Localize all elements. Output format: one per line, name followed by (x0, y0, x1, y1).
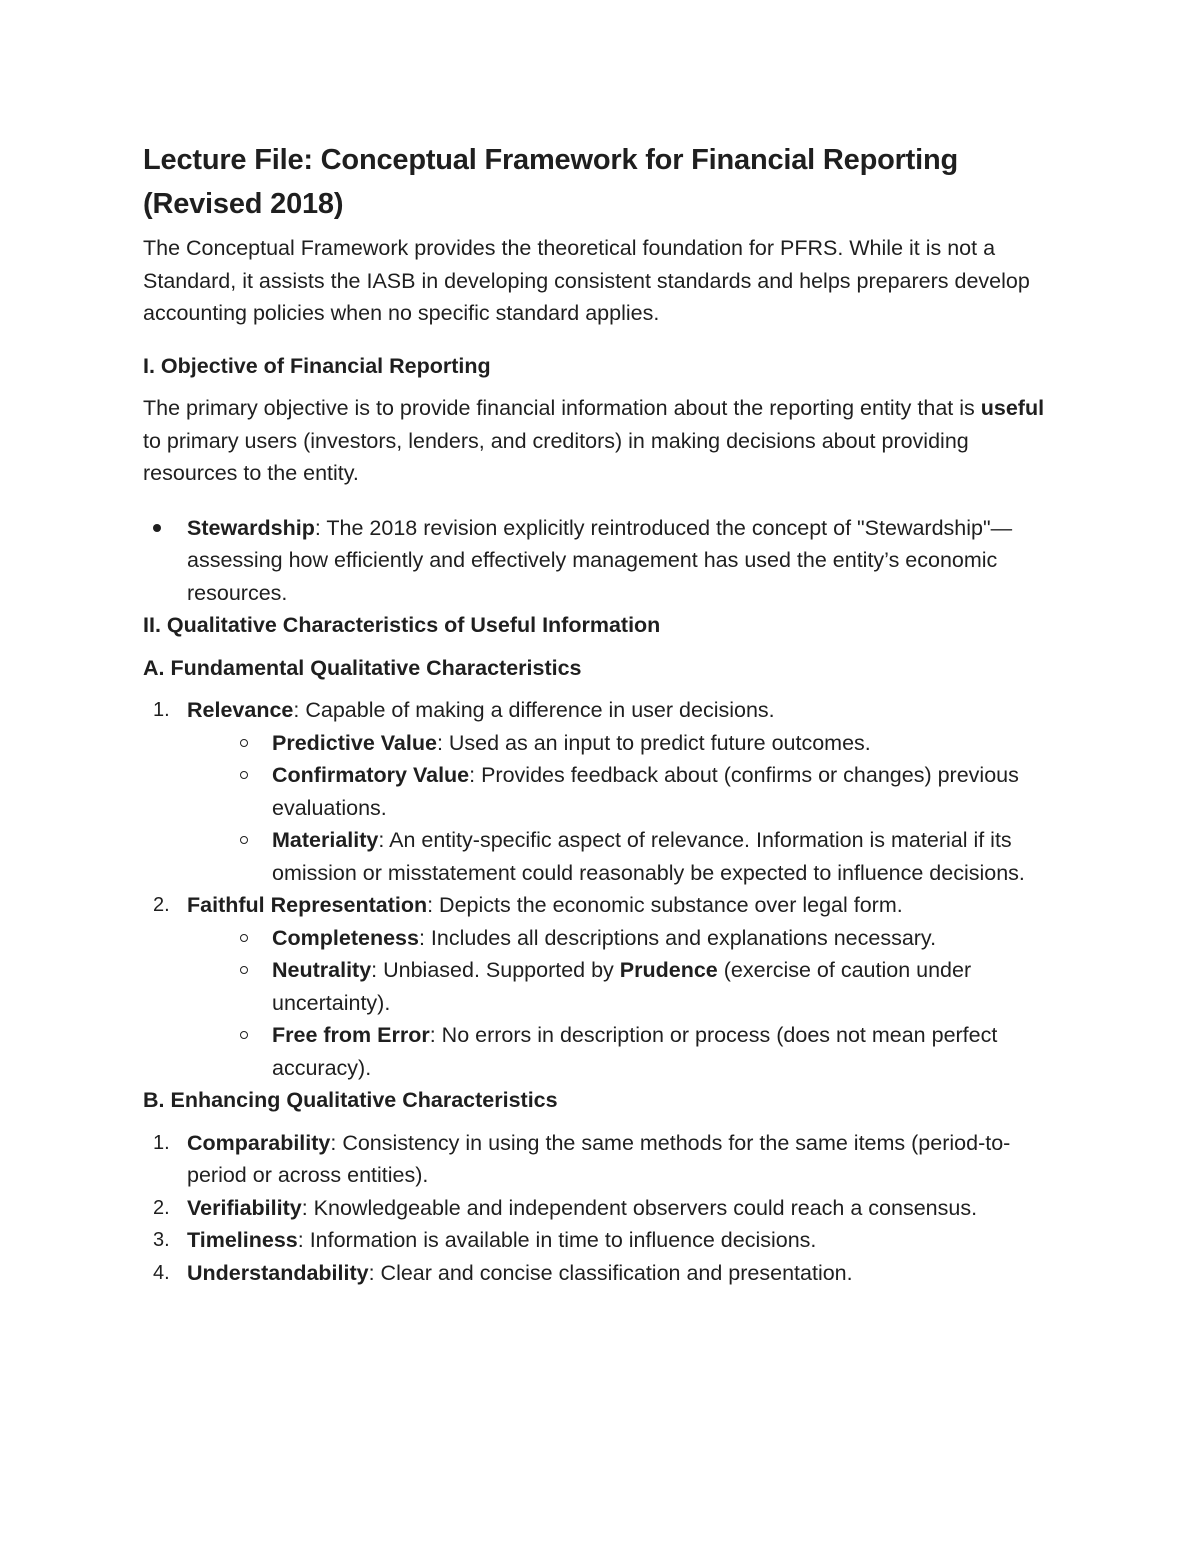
list-item: 4. Understandability: Clear and concise classification and presentation. (143, 1257, 1048, 1290)
section-heading-objective: I. Objective of Financial Reporting (143, 353, 491, 378)
section-heading-qualitative: II. Qualitative Characteristics of Useful Information (143, 613, 661, 637)
subsection-heading-fundamental: A. Fundamental Qualitative Characteristics (143, 655, 582, 680)
relevance-sublist (187, 727, 1048, 890)
list-item: 2. Faithful Representation: Depicts the economic substance over legal form. Completeness: Includes all descriptions and explanations necessary. Neutrality: Unbiased. Supported by Prudence (exercise of caution under uncertainty). Free from Error: No errors in description or process (does not mean perfect accuracy). (143, 889, 1048, 1084)
list-item: Materiality: An entity-specific aspect of relevance. Information is material if its omission or misstatement could reasonably be expected to influence decisions. (187, 824, 1048, 889)
objective-paragraph: The primary objective is to provide financial information about the reporting entity that is useful to primary users (investors, lenders, and creditors) in making decisions about providing resources to the entity. (143, 396, 1045, 485)
list-number: 1. (153, 699, 170, 721)
bullet-icon (153, 524, 161, 532)
circle-bullet-icon (240, 739, 248, 747)
enhancing-list (143, 1127, 1048, 1290)
list-number: 1. (153, 1131, 170, 1154)
list-item: 3. Timeliness: Information is available in time to influence decisions. (143, 1224, 1048, 1257)
subsection-heading-enhancing: B. Enhancing Qualitative Characteristics (143, 1088, 558, 1112)
objective-bullet-list (143, 512, 1048, 610)
list-item: Predictive Value: Used as an input to predict future outcomes. (187, 727, 1048, 760)
circle-bullet-icon (240, 966, 248, 974)
circle-bullet-icon (240, 1031, 248, 1039)
circle-bullet-icon (240, 934, 248, 942)
list-item: Completeness: Includes all descriptions and explanations necessary. (187, 922, 1048, 955)
intro-paragraph: The Conceptual Framework provides the theoretical foundation for PFRS. While it is not a Standard, it assists the IASB in developing consistent standards and helps preparers develop accounting policies when no specific standard applies. (143, 236, 1030, 325)
list-item: 1. Relevance: Capable of making a difference in user decisions. Predictive Value: Used as an input to predict future outcomes. Confirmatory Value: Provides feedback about (confirms or changes) previous evaluations. Materiality: An entity-specific aspect of relevance. Information is material if its omission or misstatement could reasonably be expected to influence decisions. (143, 694, 1048, 889)
document-page (143, 138, 1048, 1289)
list-item: Stewardship: The 2018 revision explicitly reintroduced the concept of "Stewardship"—assessing how efficiently and effectively management has used the entity’s economic resources. (143, 512, 1048, 610)
list-number: 4. (153, 1261, 170, 1284)
circle-bullet-icon (240, 836, 248, 844)
list-number: 3. (153, 1229, 170, 1251)
faithful-representation-sublist (187, 922, 1048, 1085)
circle-bullet-icon (240, 771, 248, 779)
list-number: 2. (153, 1196, 170, 1219)
list-item: Free from Error: No errors in description or process (does not mean perfect accuracy). (187, 1019, 1048, 1084)
list-number: 2. (153, 894, 170, 916)
fundamental-list (143, 694, 1048, 1084)
list-item: 2. Verifiability: Knowledgeable and independent observers could reach a consensus. (143, 1192, 1048, 1225)
list-item: Neutrality: Unbiased. Supported by Prudence (exercise of caution under uncertainty). (187, 954, 1048, 1019)
list-item: Confirmatory Value: Provides feedback about (confirms or changes) previous evaluations. (187, 759, 1048, 824)
list-item: 1. Comparability: Consistency in using the same methods for the same items (period-to-period or across entities). (143, 1127, 1048, 1192)
document-title: Lecture File: Conceptual Framework for Financial Reporting (Revised 2018) (143, 144, 959, 220)
emphasis-useful: useful (980, 396, 1045, 420)
